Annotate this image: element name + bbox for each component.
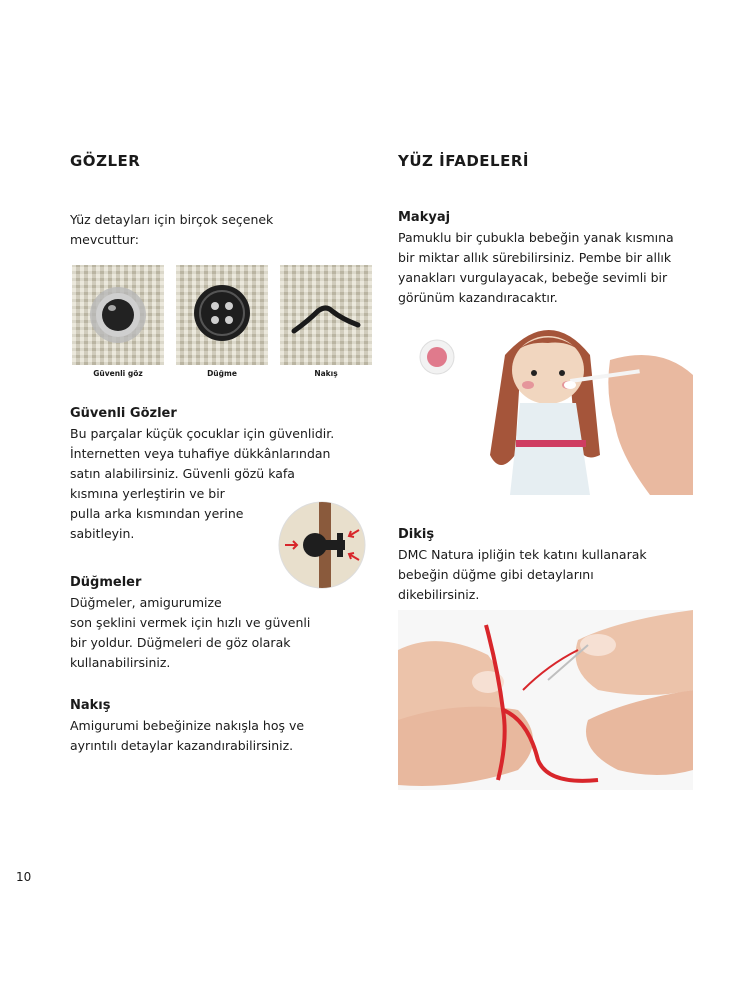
doll-blush-illustration-icon <box>410 315 693 495</box>
embroidery-title: Nakış <box>70 698 111 713</box>
embroidery-line: ayrıntılı detaylar kazandırabilirsiniz. <box>70 738 294 753</box>
embroidery-photo <box>280 265 372 365</box>
stitch-line: bebeğin düğme gibi detaylarını <box>398 567 594 582</box>
safe-eyes-line: sabitleyin. <box>70 526 135 541</box>
stitch-line: dikebilirsiniz. <box>398 587 480 602</box>
makeup-section <box>398 208 718 308</box>
buttons-title: Düğmeler <box>70 575 142 590</box>
makeup-line: bir miktar allık sürebilirsiniz. Pembe bir allık <box>398 250 672 265</box>
buttons-line: Düğmeler, amigurumize <box>70 595 222 610</box>
stitch-title: Dikiş <box>398 527 435 542</box>
embroidery-stitch-icon <box>280 265 372 365</box>
expressions-heading: YÜZ İFADELERİ <box>398 152 529 170</box>
caption-safety-eye: Güvenli göz <box>93 369 143 378</box>
intro-line: mevcuttur: <box>70 232 139 247</box>
safe-eyes-title: Güvenli Gözler <box>70 406 177 421</box>
button-icon <box>176 265 268 365</box>
button-photo <box>176 265 268 365</box>
safe-eyes-line: kısmına yerleştirin ve bir <box>70 486 225 501</box>
safe-eyes-line: pulla arka kısmından yerine <box>70 506 244 521</box>
doll-makeup-photo <box>410 315 693 495</box>
safe-eyes-line: satın alabilirsiniz. Güvenli gözü kafa <box>70 466 295 481</box>
makeup-line: görünüm kazandıracaktır. <box>398 290 558 305</box>
safety-eye-icon <box>72 265 164 365</box>
safe-eyes-line: Bu parçalar küçük çocuklar için güvenlidir. <box>70 426 335 441</box>
safety-eye-photo <box>72 265 164 365</box>
eyes-intro <box>70 210 370 250</box>
threading-needle-photo <box>398 610 693 790</box>
buttons-section <box>70 573 380 673</box>
embroidery-line: Amigurumi bebeğinize nakışla hoş ve <box>70 718 305 733</box>
stitch-line: DMC Natura ipliğin tek katını kullanarak <box>398 547 647 562</box>
intro-line: Yüz detayları için birçok seçenek <box>70 212 274 227</box>
page-number: 10 <box>16 870 32 884</box>
hands-threading-illustration-icon <box>398 610 693 790</box>
makeup-line: yanakları vurgulayacak, bebeğe sevimli bir <box>398 270 668 285</box>
safe-eyes-line: İnternetten veya tuhafiye dükkânlarından <box>70 446 331 461</box>
caption-button: Düğme <box>207 369 237 378</box>
buttons-line: bir yoldur. Düğmeleri de göz olarak <box>70 635 291 650</box>
buttons-line: kullanabilirsiniz. <box>70 655 171 670</box>
caption-embroidery: Nakış <box>314 369 338 378</box>
stitch-section <box>398 525 718 605</box>
buttons-line: son şeklini vermek için hızlı ve güvenli <box>70 615 311 630</box>
makeup-title: Makyaj <box>398 210 451 225</box>
eyes-heading: GÖZLER <box>70 152 141 170</box>
embroidery-section <box>70 696 380 756</box>
makeup-line: Pamuklu bir çubukla bebeğin yanak kısmına <box>398 230 674 245</box>
